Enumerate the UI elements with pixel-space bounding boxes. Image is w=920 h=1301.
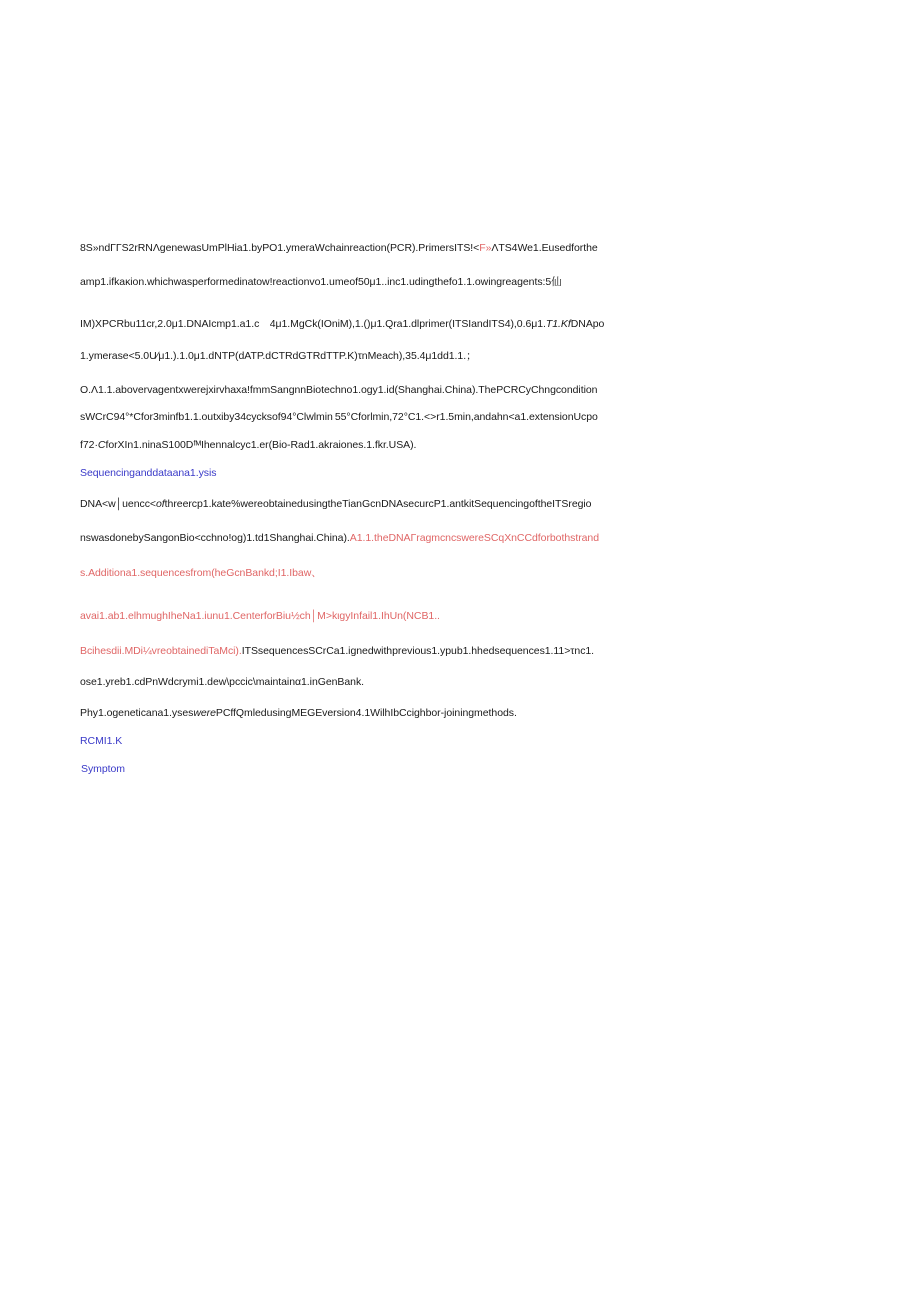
paragraph-line: amp1.ifkaκion.whichwasperformedinatow!reactionvo1.umeof50μ1..inc1.udingthefo1.1.owingreagents:5仙: [80, 276, 562, 288]
paragraph-line: 1.ymerase<5.0U∕μ1.).1.0μ1.dNTP(dATP.dCTRdGTRdTTP.K)τnMeach),35.4μ1dd1.1.；: [80, 350, 477, 362]
paragraph-line: ose1.yreb1.cdPnWdcrymi1.dew\pccic\maintainα1.inGenBank.: [80, 676, 365, 688]
paragraph-line: O.Λ1.1.abovervagentxwerejxirvhaxa!fmmSangnnBiotechno1.ogy1.id(Shanghai.China).ThePCRCyChngcondition: [80, 384, 598, 396]
section-heading-sequencing: Sequencinganddataana1.ysis: [80, 467, 217, 479]
paragraph-line: Phy1.ogeneticana1.yseswerePCffQmledusingMEGEversion4.1WilhIbCcighbor-joiningmethods.: [80, 707, 517, 719]
paragraph-line: IM)XPCRbu11cr,2.0μ1.DNAIcmp1.a1.c 4μ1.MgCk(IOniM),1.()μ1.Qra1.dlprimer(ITSIandITS4),0.6μ1.T1.KfDNApo: [80, 318, 605, 330]
section-heading-results: RCMI1.K: [80, 735, 123, 747]
paragraph-line: DNA<w│uencc<ofthreercp1.kate%wereobtainedusingtheTianGcnDNAsecurcP1.antkitSequencingoftheITSregio: [80, 498, 592, 510]
paragraph-line: sWCrC94°*Cfor3minfb1.1.outxiby34cycksof94°Clwlmin 55°Cforlmin,72°C1.<>r1.5min,andahn<a1.extensionUcpo: [80, 411, 598, 423]
section-heading-symptom: Symptom: [81, 763, 125, 775]
paragraph-line: Bcihesdii.MDi¼vreobtainediTaMci).ITSsequencesSCrCa1.ignedwithprevious1.ypub1.hhedsequences1.11>τnc1.: [80, 645, 595, 657]
paragraph-line: s.Additiona1.sequencesfrom(heGcnBankd;I1.Ibaw、: [80, 567, 322, 579]
paragraph-line: nswasdonebySangonBio<cchno!og)1.td1Shanghai.China).A1.1.theDNAΓragmcncswereSCqXnCCdforbothstrand: [80, 532, 600, 544]
paragraph-line: f72·CforXIn1.ninaS100DᶠᴹIhennalcyc1.er(Bio-Rad1.akraiones.1.fkr.USA).: [80, 439, 417, 451]
paragraph-line: avai1.ab1.elhmughIheNa1.iunu1.CenterforBiu½ch│M>kιgyInfail1.IhUn(NCB1..: [80, 610, 440, 622]
paragraph-line: 8S»ndΓΓS2rRNΛgenewasUmPlHia1.byPO1.ymeraWchainreaction(PCR).PrimersITS!<F»ΛTS4We1.Eusedforthe: [80, 242, 598, 254]
